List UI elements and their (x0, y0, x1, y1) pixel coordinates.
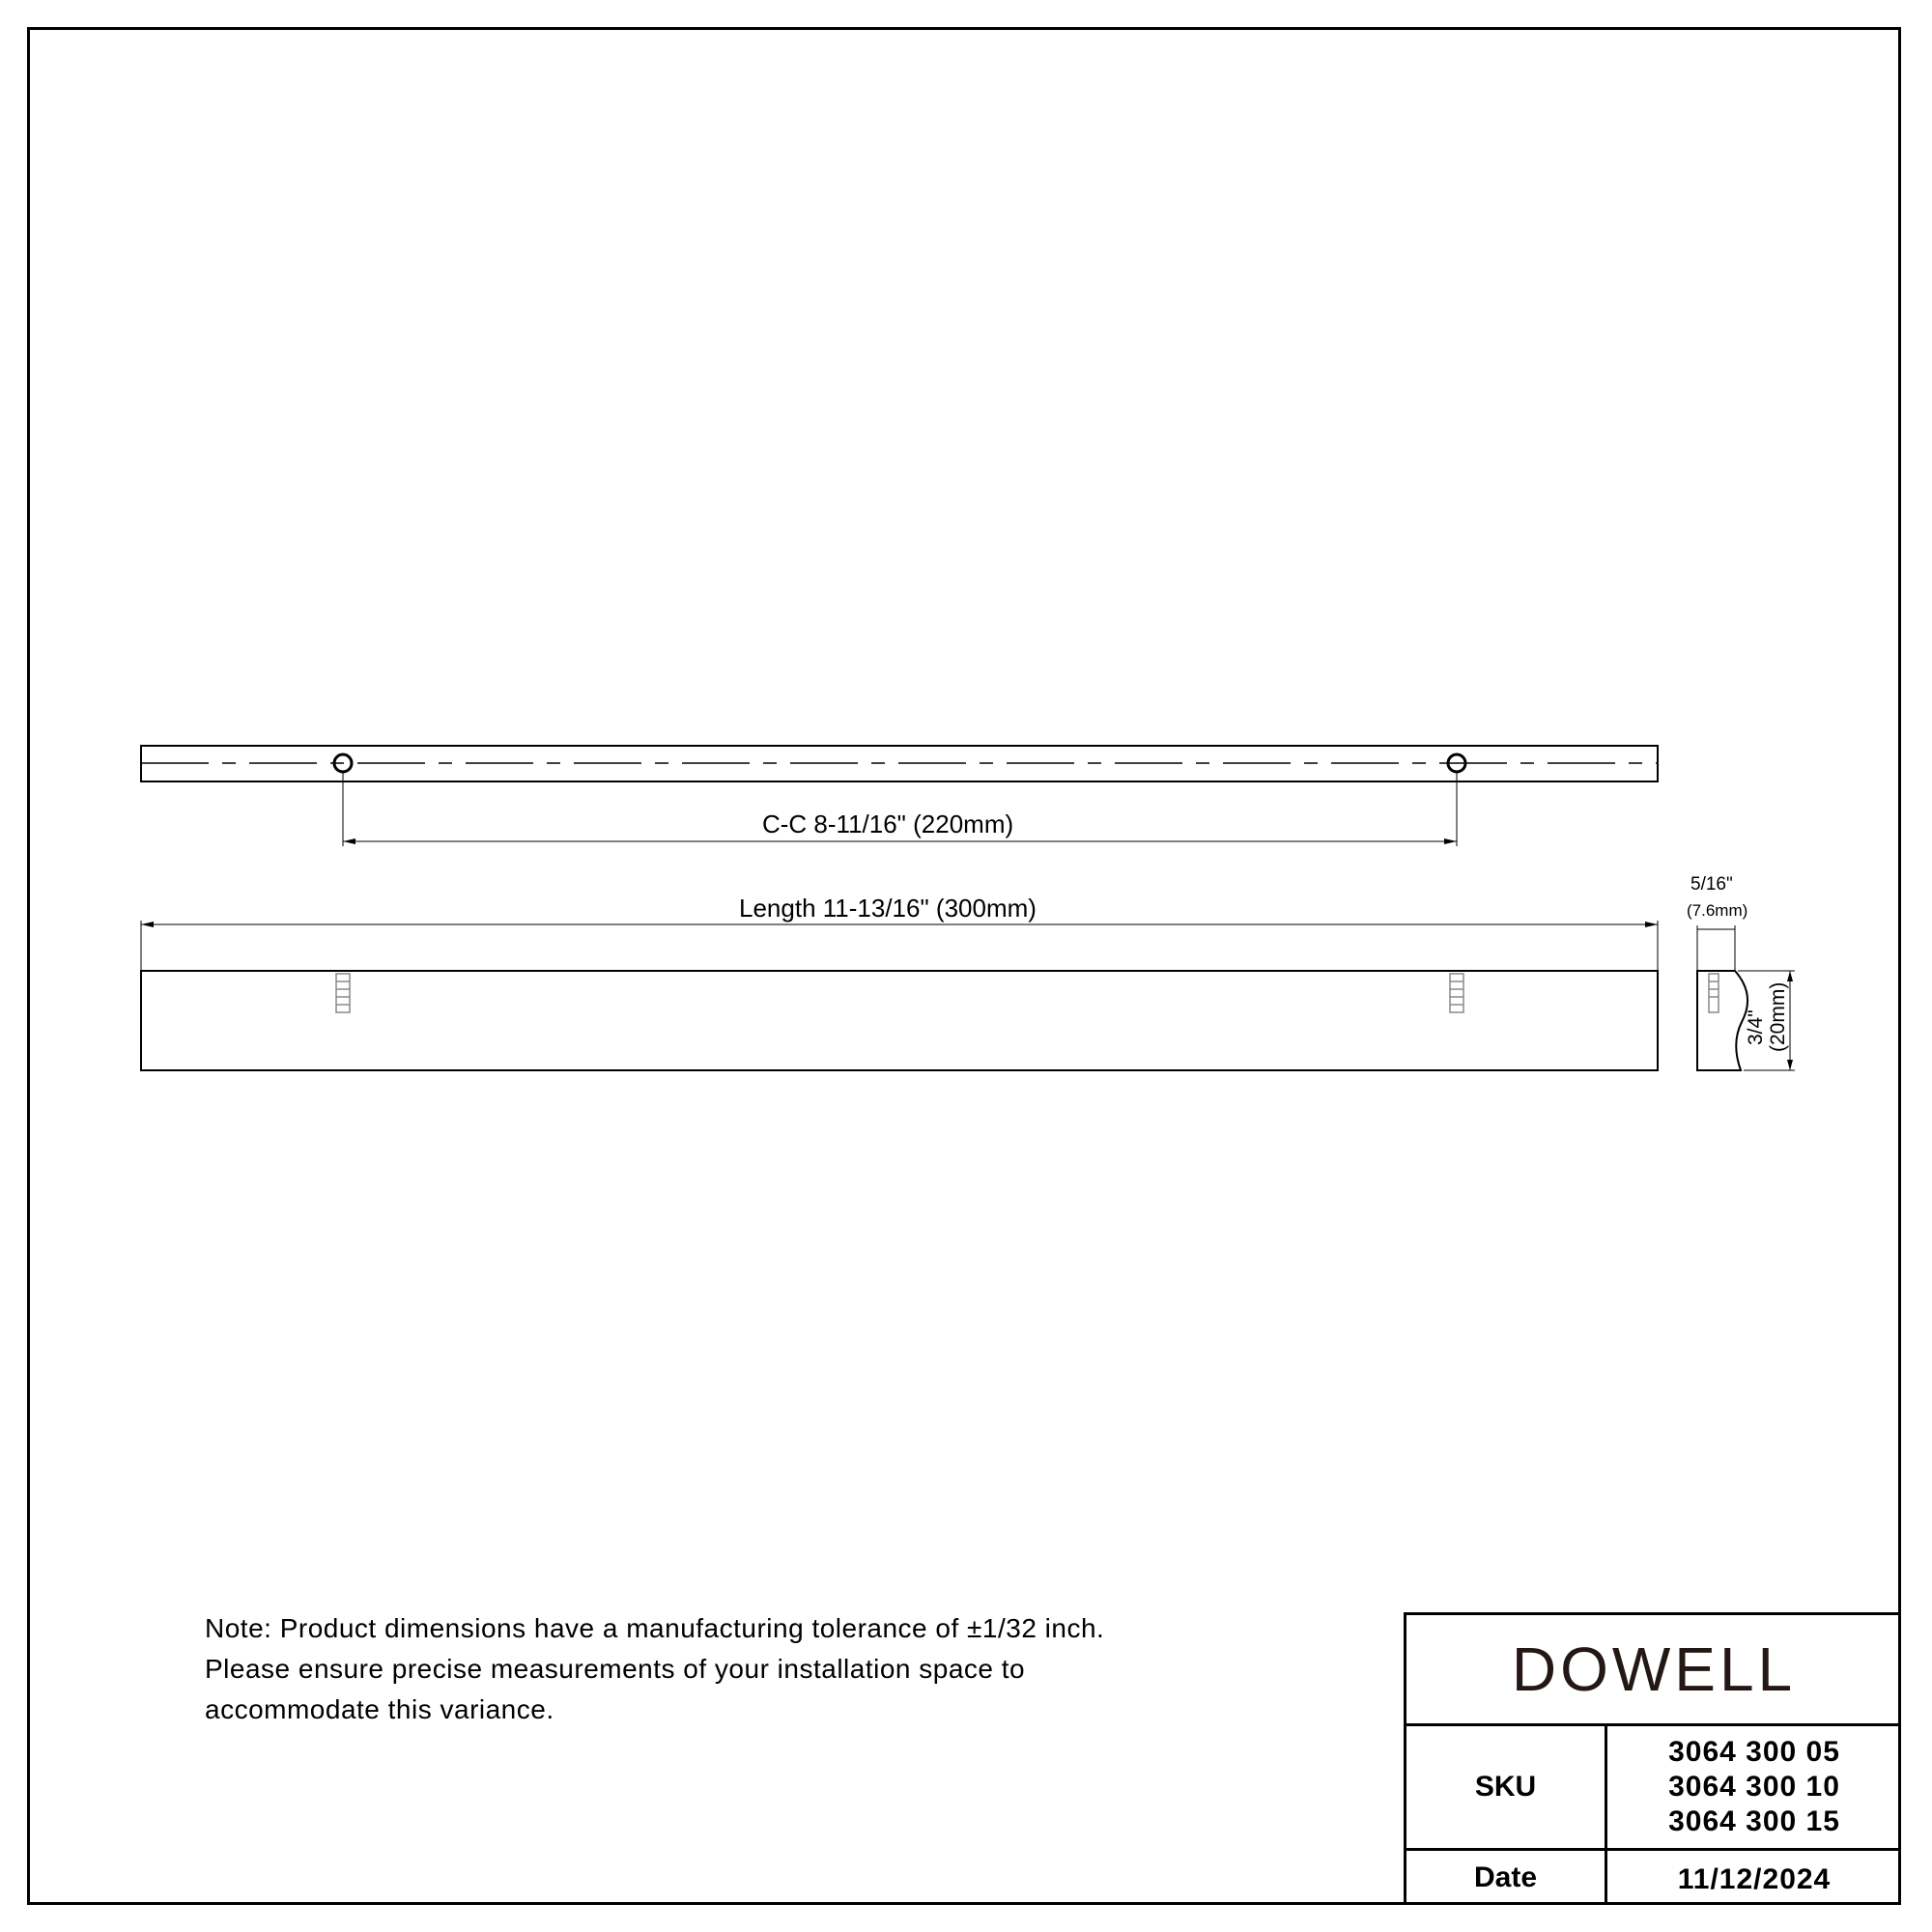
side-view-profile (1697, 971, 1747, 1070)
title-block (1404, 1612, 1901, 1905)
logo-cell (1406, 1615, 1901, 1726)
tolerance-note (205, 1608, 1267, 1730)
cc-arrow-left (343, 838, 355, 844)
depth-mm-label: (7.6mm) (1687, 901, 1748, 920)
length-arrow-left (141, 922, 154, 927)
length-dimension-label: Length 11-13/16" (300mm) (739, 894, 1037, 923)
front-view (141, 921, 1658, 1070)
cc-arrow-right (1444, 838, 1457, 844)
screw-post-left (336, 974, 350, 1012)
note-line-1: Note: Product dimensions have a manufacturing tolerance of ±1/32 inch. (205, 1613, 1105, 1643)
height-inch-label: 3/4" (1745, 1009, 1767, 1045)
cc-dimension-label: C-C 8-11/16" (220mm) (762, 810, 1014, 838)
front-view-outline (141, 971, 1658, 1070)
length-arrow-right (1645, 922, 1658, 927)
height-arrow-bottom (1787, 1060, 1793, 1070)
sku-label: SKU (1406, 1726, 1607, 1848)
brand-logo: DOWELL (1511, 1634, 1797, 1704)
note-line-2: Please ensure precise measurements of your installation space to (205, 1654, 1026, 1684)
sku-values (1607, 1726, 1901, 1848)
height-arrow-top (1787, 971, 1793, 981)
date-value: 11/12/2024 (1607, 1848, 1901, 1908)
sku-value-3: 3064 300 15 (1668, 1805, 1840, 1837)
screw-post-right (1450, 974, 1463, 1012)
date-label: Date (1406, 1848, 1607, 1905)
note-line-3: accommodate this variance. (205, 1694, 554, 1724)
sku-value-1: 3064 300 05 (1668, 1736, 1840, 1768)
side-screw-post (1709, 974, 1719, 1012)
height-mm-label: (20mm) (1767, 981, 1789, 1052)
sku-value-2: 3064 300 10 (1668, 1771, 1840, 1803)
depth-inch-label: 5/16" (1690, 874, 1733, 895)
